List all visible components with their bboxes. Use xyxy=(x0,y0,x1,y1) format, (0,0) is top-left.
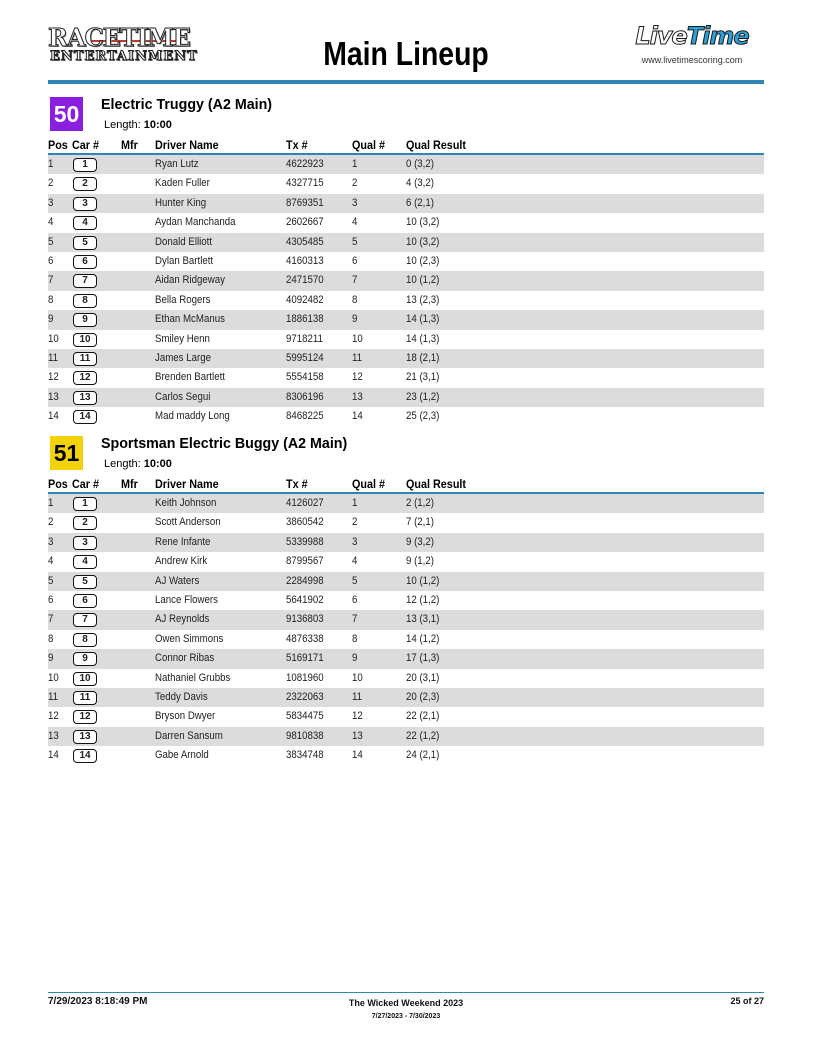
tx-cell: 8468225 xyxy=(286,410,324,423)
driver-name-cell: Bryson Dwyer xyxy=(155,710,216,723)
col-tx: Tx # xyxy=(286,138,308,152)
tx-cell: 5169171 xyxy=(286,652,324,665)
pos-cell: 10 xyxy=(48,332,59,345)
car-number-box: 8 xyxy=(73,633,97,647)
column-headers xyxy=(48,476,764,492)
qual-result-cell: 10 (1,2) xyxy=(406,574,440,587)
table-row xyxy=(48,388,764,407)
qual-cell: 9 xyxy=(352,313,358,326)
driver-name-cell: James Large xyxy=(155,351,211,364)
driver-name-cell: Aidan Ridgeway xyxy=(155,274,225,287)
tx-cell: 1886138 xyxy=(286,313,324,326)
livetime-url: www.livetimescoring.com xyxy=(641,55,743,65)
lineup-rows xyxy=(48,494,764,765)
pos-cell: 9 xyxy=(48,313,54,326)
table-row xyxy=(48,291,764,310)
tx-cell: 5339988 xyxy=(286,535,324,548)
qual-cell: 3 xyxy=(352,196,358,209)
qual-result-cell: 10 (3,2) xyxy=(406,216,440,229)
driver-name-cell: Lance Flowers xyxy=(155,593,218,606)
qual-cell: 5 xyxy=(352,235,358,248)
car-number-box: 5 xyxy=(73,575,97,589)
table-row xyxy=(48,591,764,610)
car-number-box: 8 xyxy=(73,294,97,308)
race-length-label: Length: xyxy=(104,119,141,131)
qual-result-cell: 7 (2,1) xyxy=(406,516,434,529)
pos-cell: 7 xyxy=(48,274,54,287)
tx-cell: 8799567 xyxy=(286,555,324,568)
driver-name-cell: Kaden Fuller xyxy=(155,177,210,190)
car-number-box: 4 xyxy=(73,555,97,569)
tx-cell: 1081960 xyxy=(286,671,324,684)
qual-result-cell: 21 (3,1) xyxy=(406,371,440,384)
qual-result-cell: 20 (3,1) xyxy=(406,671,440,684)
col-result: Qual Result xyxy=(406,477,467,491)
brand-time: Time xyxy=(686,22,749,50)
table-row xyxy=(48,155,764,174)
qual-result-cell: 10 (1,2) xyxy=(406,274,440,287)
tx-cell: 4876338 xyxy=(286,632,324,645)
driver-name-cell: Bella Rogers xyxy=(155,293,211,306)
race-length-value: 10:00 xyxy=(143,458,172,470)
qual-cell: 3 xyxy=(352,535,358,548)
qual-result-cell: 25 (2,3) xyxy=(406,410,440,423)
qual-cell: 10 xyxy=(352,332,363,345)
col-qual: Qual # xyxy=(352,138,386,152)
car-number-box: 1 xyxy=(73,158,97,172)
table-row xyxy=(48,368,764,387)
driver-name-cell: Carlos Segui xyxy=(155,390,211,403)
car-number-box: 3 xyxy=(73,536,97,550)
table-row xyxy=(48,271,764,290)
driver-name-cell: Scott Anderson xyxy=(155,516,221,529)
pos-cell: 8 xyxy=(48,293,54,306)
table-row xyxy=(48,330,764,349)
tx-cell: 2322063 xyxy=(286,690,324,703)
car-number-box: 6 xyxy=(73,255,97,269)
table-row xyxy=(48,349,764,368)
driver-name-cell: Ryan Lutz xyxy=(155,158,199,170)
table-row xyxy=(48,552,764,571)
qual-result-cell: 10 (2,3) xyxy=(406,254,440,267)
qual-result-cell: 14 (1,3) xyxy=(406,313,440,326)
qual-result-cell: 4 (3,2) xyxy=(406,177,434,190)
race-length xyxy=(104,118,172,132)
car-number-box: 9 xyxy=(73,652,97,666)
tx-cell: 4327715 xyxy=(286,177,324,190)
pos-cell: 12 xyxy=(48,710,59,723)
race-length-value: 10:00 xyxy=(143,119,172,131)
table-row xyxy=(48,746,764,765)
qual-result-cell: 24 (2,1) xyxy=(406,749,440,762)
table-row xyxy=(48,727,764,746)
race-number-badge: 51 xyxy=(50,436,83,470)
tx-cell: 8306196 xyxy=(286,390,324,403)
qual-cell: 1 xyxy=(352,158,358,170)
qual-cell: 13 xyxy=(352,729,363,742)
driver-name-cell: Mad maddy Long xyxy=(155,410,230,423)
table-row xyxy=(48,572,764,591)
qual-result-cell: 22 (2,1) xyxy=(406,710,440,723)
qual-result-cell: 0 (3,2) xyxy=(406,158,434,170)
tx-cell: 5834475 xyxy=(286,710,324,723)
pos-cell: 5 xyxy=(48,235,54,248)
table-row xyxy=(48,630,764,649)
qual-result-cell: 14 (1,3) xyxy=(406,332,440,345)
qual-result-cell: 9 (3,2) xyxy=(406,535,434,548)
qual-cell: 9 xyxy=(352,652,358,665)
page-number: 25 of 27 xyxy=(730,996,764,1006)
col-driver: Driver Name xyxy=(155,138,219,152)
table-row xyxy=(48,669,764,688)
car-number-box: 13 xyxy=(73,391,97,405)
car-number-box: 7 xyxy=(73,274,97,288)
table-row xyxy=(48,233,764,252)
table-row xyxy=(48,407,764,426)
qual-cell: 12 xyxy=(352,371,363,384)
car-number-box: 7 xyxy=(73,613,97,627)
tx-cell: 2471570 xyxy=(286,274,324,287)
driver-name-cell: Ethan McManus xyxy=(155,313,225,326)
driver-name-cell: Darren Sansum xyxy=(155,729,223,742)
col-car: Car # xyxy=(72,138,100,152)
driver-name-cell: Owen Simmons xyxy=(155,632,224,645)
pos-cell: 11 xyxy=(48,690,59,703)
qual-cell: 6 xyxy=(352,593,358,606)
pos-cell: 13 xyxy=(48,390,59,403)
race-name: Sportsman Electric Buggy (A2 Main) xyxy=(101,435,348,452)
car-number-box: 11 xyxy=(73,691,97,705)
race-number-badge: 50 xyxy=(50,97,83,131)
qual-cell: 12 xyxy=(352,710,363,723)
table-row xyxy=(48,310,764,329)
column-headers xyxy=(48,137,764,153)
table-row xyxy=(48,707,764,726)
tx-cell: 5995124 xyxy=(286,351,324,364)
qual-cell: 4 xyxy=(352,216,358,229)
tx-cell: 8769351 xyxy=(286,196,324,209)
qual-cell: 7 xyxy=(352,274,358,287)
qual-cell: 14 xyxy=(352,410,363,423)
col-car: Car # xyxy=(72,477,100,491)
qual-result-cell: 20 (2,3) xyxy=(406,690,440,703)
car-number-box: 10 xyxy=(73,672,97,686)
qual-cell: 5 xyxy=(352,574,358,587)
page-title: Main Lineup xyxy=(323,35,489,72)
pos-cell: 9 xyxy=(48,652,54,665)
pos-cell: 2 xyxy=(48,516,54,529)
tx-cell: 4126027 xyxy=(286,497,324,509)
qual-result-cell: 6 (2,1) xyxy=(406,196,434,209)
driver-name-cell: Andrew Kirk xyxy=(155,555,208,568)
pos-cell: 8 xyxy=(48,632,54,645)
race-name: Electric Truggy (A2 Main) xyxy=(101,96,273,113)
table-row xyxy=(48,194,764,213)
car-number-box: 12 xyxy=(73,371,97,385)
qual-result-cell: 12 (1,2) xyxy=(406,593,440,606)
tx-cell: 4092482 xyxy=(286,293,324,306)
event-name: The Wicked Weekend 2023 xyxy=(348,998,464,1008)
qual-cell: 2 xyxy=(352,516,358,529)
pos-cell: 6 xyxy=(48,593,54,606)
driver-name-cell: Gabe Arnold xyxy=(155,749,209,762)
pos-cell: 7 xyxy=(48,613,54,626)
pos-cell: 3 xyxy=(48,196,54,209)
pos-cell: 3 xyxy=(48,535,54,548)
pos-cell: 10 xyxy=(48,671,59,684)
car-number-box: 1 xyxy=(73,497,97,511)
car-number-box: 13 xyxy=(73,730,97,744)
logo-left-line1: RACETIME xyxy=(48,23,190,52)
driver-name-cell: Donald Elliott xyxy=(155,235,213,248)
qual-cell: 8 xyxy=(352,293,358,306)
tx-cell: 4622923 xyxy=(286,158,324,170)
car-number-box: 3 xyxy=(73,197,97,211)
table-row xyxy=(48,494,764,513)
pos-cell: 2 xyxy=(48,177,54,190)
driver-name-cell: AJ Reynolds xyxy=(155,613,210,626)
pos-cell: 1 xyxy=(48,158,54,170)
pos-cell: 11 xyxy=(48,351,59,364)
pos-cell: 12 xyxy=(48,371,59,384)
event-info xyxy=(48,997,764,1023)
driver-name-cell: Smiley Henn xyxy=(155,332,210,345)
driver-name-cell: Brenden Bartlett xyxy=(155,371,225,384)
livetime-logo xyxy=(622,22,762,66)
driver-name-cell: Nathaniel Grubbs xyxy=(155,671,231,684)
table-row xyxy=(48,513,764,532)
qual-result-cell: 17 (1,3) xyxy=(406,652,440,665)
col-pos: Pos xyxy=(48,138,68,152)
tx-cell: 9718211 xyxy=(286,332,323,345)
header-divider xyxy=(48,80,764,84)
table-row xyxy=(48,252,764,271)
qual-result-cell: 9 (1,2) xyxy=(406,555,434,568)
footer-divider xyxy=(48,992,764,993)
driver-name-cell: Rene Infante xyxy=(155,535,211,548)
col-result: Qual Result xyxy=(406,138,467,152)
col-qual: Qual # xyxy=(352,477,386,491)
car-number-box: 14 xyxy=(73,749,97,763)
table-row xyxy=(48,174,764,193)
col-driver: Driver Name xyxy=(155,477,219,491)
car-number-box: 2 xyxy=(73,516,97,530)
col-mfr: Mfr xyxy=(121,138,138,152)
qual-cell: 13 xyxy=(352,390,363,403)
col-tx: Tx # xyxy=(286,477,308,491)
pos-cell: 1 xyxy=(48,497,54,509)
tx-cell: 5641902 xyxy=(286,593,324,606)
pos-cell: 4 xyxy=(48,555,54,568)
driver-name-cell: AJ Waters xyxy=(155,574,200,587)
qual-cell: 1 xyxy=(352,497,358,509)
qual-cell: 2 xyxy=(352,177,358,190)
qual-cell: 6 xyxy=(352,254,358,267)
qual-cell: 7 xyxy=(352,613,358,626)
qual-result-cell: 13 (2,3) xyxy=(406,293,440,306)
race-length-label: Length: xyxy=(104,458,141,470)
col-mfr: Mfr xyxy=(121,477,138,491)
qual-cell: 11 xyxy=(352,351,363,364)
lineup-rows xyxy=(48,155,764,426)
pos-cell: 14 xyxy=(48,749,59,762)
car-number-box: 2 xyxy=(73,177,97,191)
car-number-box: 14 xyxy=(73,410,97,424)
tx-cell: 2602667 xyxy=(286,216,324,229)
pos-cell: 13 xyxy=(48,729,59,742)
logo-left-line2: ENTERTAINMENT xyxy=(50,49,198,64)
table-row xyxy=(48,649,764,668)
event-dates: 7/27/2023 - 7/30/2023 xyxy=(371,1013,441,1020)
pos-cell: 4 xyxy=(48,216,54,229)
tx-cell: 5554158 xyxy=(286,371,324,384)
car-number-box: 11 xyxy=(73,352,97,366)
qual-cell: 4 xyxy=(352,555,358,568)
race-length xyxy=(104,457,172,471)
tx-cell: 2284998 xyxy=(286,574,324,587)
printed-timestamp: 7/29/2023 8:18:49 PM xyxy=(48,996,148,1007)
car-number-box: 6 xyxy=(73,594,97,608)
driver-name-cell: Keith Johnson xyxy=(155,497,217,509)
driver-name-cell: Aydan Manchanda xyxy=(155,216,236,229)
col-pos: Pos xyxy=(48,477,68,491)
tx-cell: 3834748 xyxy=(286,749,324,762)
tx-cell: 9136803 xyxy=(286,613,324,626)
qual-result-cell: 10 (3,2) xyxy=(406,235,440,248)
qual-result-cell: 13 (3,1) xyxy=(406,613,440,626)
driver-name-cell: Dylan Bartlett xyxy=(155,254,214,267)
table-row xyxy=(48,610,764,629)
pos-cell: 6 xyxy=(48,254,54,267)
car-number-box: 12 xyxy=(73,710,97,724)
tx-cell: 9810838 xyxy=(286,729,324,742)
qual-result-cell: 14 (1,2) xyxy=(406,632,440,645)
driver-name-cell: Hunter King xyxy=(155,196,207,209)
qual-result-cell: 23 (1,2) xyxy=(406,390,440,403)
qual-result-cell: 22 (1,2) xyxy=(406,729,440,742)
table-row xyxy=(48,688,764,707)
car-number-box: 10 xyxy=(73,333,97,347)
driver-name-cell: Teddy Davis xyxy=(155,690,208,703)
qual-cell: 11 xyxy=(352,690,363,703)
tx-cell: 3860542 xyxy=(286,516,324,529)
qual-cell: 10 xyxy=(352,671,363,684)
car-number-box: 9 xyxy=(73,313,97,327)
pos-cell: 5 xyxy=(48,574,54,587)
car-number-box: 5 xyxy=(73,236,97,250)
car-number-box: 4 xyxy=(73,216,97,230)
tx-cell: 4305485 xyxy=(286,235,324,248)
qual-cell: 8 xyxy=(352,632,358,645)
qual-result-cell: 2 (1,2) xyxy=(406,497,434,509)
table-row xyxy=(48,533,764,552)
table-row xyxy=(48,213,764,232)
tx-cell: 4160313 xyxy=(286,254,324,267)
qual-cell: 14 xyxy=(352,749,363,762)
page-header xyxy=(48,20,764,86)
driver-name-cell: Connor Ribas xyxy=(155,652,215,665)
brand-live: Live xyxy=(635,22,687,50)
qual-result-cell: 18 (2,1) xyxy=(406,351,440,364)
pos-cell: 14 xyxy=(48,410,59,423)
livetime-brand xyxy=(622,22,762,50)
